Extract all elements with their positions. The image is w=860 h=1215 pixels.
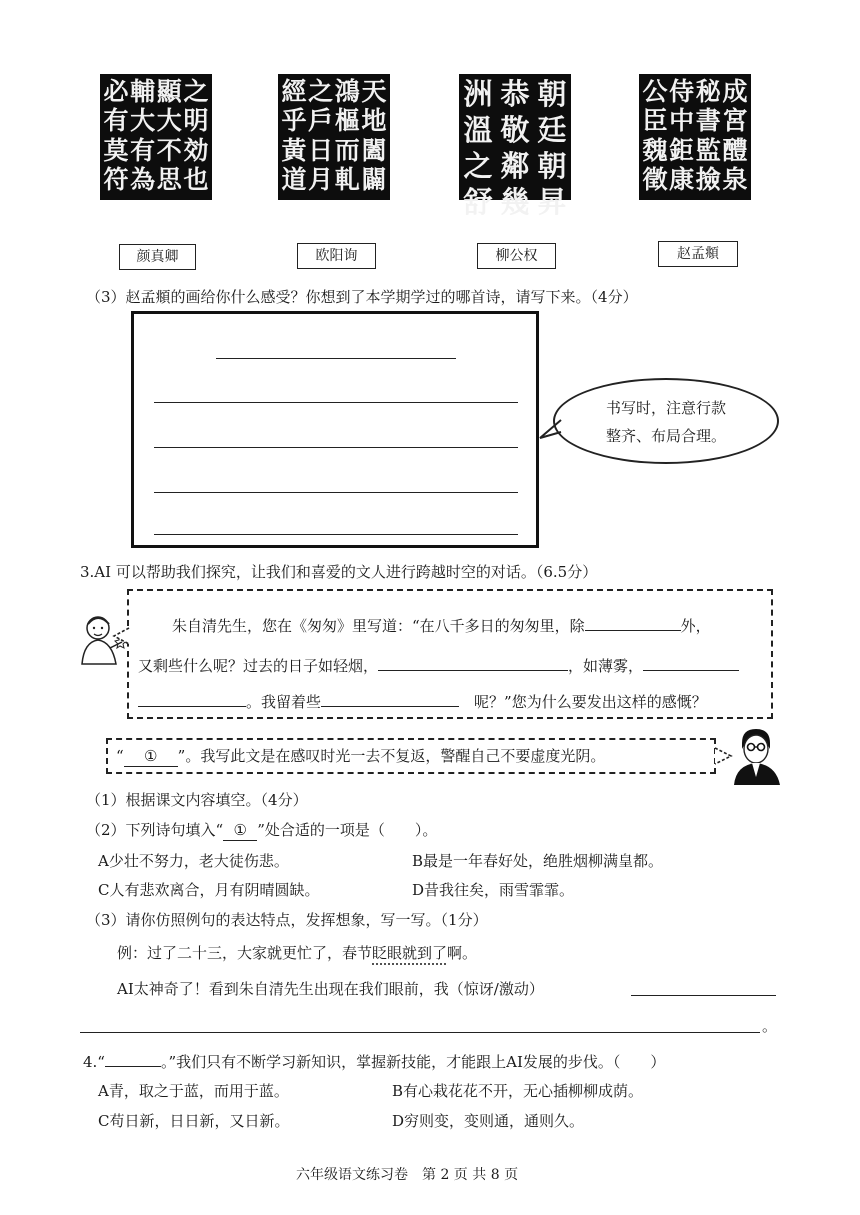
option-b[interactable]: B最是一年春好处，绝胜烟柳满皇都。 [412,852,664,870]
question-text: （2）下列诗句填入“ [86,821,224,839]
calligraphy-character: 月 [308,164,334,194]
question-text: ”处合适的一项是（ ）。 [257,821,438,839]
example-text: 啊。 [447,944,478,962]
calligraphy-character: 効 [183,135,209,165]
calligraphy-character: 宮 [722,106,748,136]
question-3-1: （1）根据课文内容填空。（4分） [86,791,308,809]
calligraphy-character: 也 [183,164,209,194]
bubble-text-line: 书写时，注意行款 [605,399,726,417]
writing-line[interactable] [154,447,518,448]
title-writing-line[interactable] [216,358,456,359]
calligraphy-character: 昇 [537,185,567,219]
fill-blank[interactable] [321,690,459,707]
example-emphasis: 眨眼就到了 [372,944,448,962]
example-text: 例：过了二十三，大家就更忙了，春节 [117,944,373,962]
calligraphy-character: 為 [130,164,156,194]
calligraphy-character: 之 [308,77,334,106]
calligraphy-column [498,76,532,219]
dialogue-line-3 [138,690,707,712]
calligraphy-character: 書 [695,106,721,136]
fill-blank[interactable] [631,995,776,996]
calligraphy-column [183,78,209,194]
calligraphy-character: 闔 [361,135,387,165]
calligraphy-character: 之 [183,77,209,106]
calligraphy-character: 廷 [537,113,567,147]
calligraphy-character: 地 [361,106,387,136]
calligraphy-character: 日 [308,135,334,165]
calligraphy-sample-3 [459,74,571,219]
calligraphy-column [461,76,495,219]
calligraphy-column [642,78,668,194]
writing-tip-bubble [553,378,779,464]
calligraphy-column [535,76,569,219]
calligraphy-character: 必 [103,77,129,106]
dialogue-text: 外， [680,617,711,635]
option-c[interactable]: C苟日新，日日新，又日新。 [98,1112,290,1130]
dialogue-text: 朱自清先生，您在《匆匆》里写道：“在八千多日的匆匆里，除 [172,617,585,635]
calligraphy-column [669,78,695,194]
calligraphy-character: 敬 [500,113,530,147]
dialogue-text: 又剩些什么呢？过去的日子如轻烟， [138,657,379,675]
calligraphy-character: 思 [156,164,182,194]
dialogue-text: 呢？”您为什么要发出这样的感慨？ [474,693,707,711]
calligraphy-character: 撿 [695,164,721,194]
calligraphy-column [130,78,156,194]
calligraphy-column [722,78,748,194]
fill-blank[interactable] [105,1050,161,1067]
calligraphy-character: 戶 [308,106,334,136]
calligraphy-character: 恭 [500,77,530,111]
writing-line[interactable] [154,492,518,493]
calligraphy-sample-2 [278,74,390,200]
calligraphy-character: 顯 [156,77,182,106]
ai-prompt-line: AI太神奇了！看到朱自清先生出现在我们眼前，我（惊讶/激动） [117,980,544,998]
calligraphy-character: 醴 [722,135,748,165]
calligrapher-name-box[interactable]: 赵孟頫 [658,241,738,267]
dialogue-text: 。我留着些 [246,693,322,711]
calligraphy-character: 康 [669,164,695,194]
reply-text [116,746,605,767]
calligraphy-character: 符 [103,164,129,194]
fill-blank[interactable] [138,690,246,707]
calligraphy-character: 侍 [669,77,695,106]
dialogue-text: ，如薄雾， [568,657,644,675]
question-2-3: （3）赵孟頫的画给你什么感受？你想到了本学期学过的哪首诗，请写下来。（4分） [86,288,638,306]
zhu-ziqing-portrait-icon [730,727,782,785]
calligraphy-character: 臣 [642,106,668,136]
calligraphy-character: 洲 [463,77,493,111]
option-c[interactable]: C人有悲欢离合，月有阴晴圆缺。 [98,881,320,899]
calligraphy-character: 中 [669,106,695,136]
calligraphy-character: 軋 [334,164,360,194]
calligraphy-character: 鉅 [669,135,695,165]
option-a[interactable]: A青，取之于蓝，而用于蓝。 [98,1082,289,1100]
calligraphy-character: 而 [334,135,360,165]
question-3-3: （3）请你仿照例句的表达特点，发挥想象，写一写。（1分） [86,911,488,929]
calligraphy-character: 樞 [334,106,360,136]
calligraphy-column [361,78,387,194]
calligraphy-character: 泉 [722,164,748,194]
calligraphy-sample-1 [100,74,212,200]
question-text: 4.“ [83,1053,105,1071]
question-text: 。”我们只有不断学习新知识，掌握新技能，才能跟上AI发展的步伐。（ ） [160,1053,666,1071]
calligraphy-column [281,78,307,194]
calligraphy-character: 朝 [537,149,567,183]
option-d[interactable]: D穷则变，变则通，通则久。 [392,1112,585,1130]
option-b[interactable]: B有心栽花花不开，无心插柳柳成荫。 [392,1082,644,1100]
calligraphy-character: 鴻 [334,77,360,106]
option-d[interactable]: D昔我往矣，雨雪霏霏。 [412,881,575,899]
calligraphy-character: 輔 [130,77,156,106]
calligraphy-character: 道 [281,164,307,194]
calligrapher-name-box[interactable]: 柳公权 [477,243,556,269]
blank-1[interactable]: ① [124,746,178,767]
calligrapher-name-box[interactable]: 欧阳询 [297,243,376,269]
calligraphy-character: 天 [361,77,387,106]
calligraphy-column [103,78,129,194]
calligraphy-character: 徵 [642,164,668,194]
bubble-text-line: 整齐、布局合理。 [605,427,726,445]
quote-mark: “ [116,747,124,765]
calligraphy-character: 之 [463,149,493,183]
calligraphy-character: 鄰 [500,149,530,183]
calligraphy-character: 有 [130,135,156,165]
calligraphy-character: 莫 [103,135,129,165]
calligraphy-character: 有 [103,106,129,136]
calligraphy-character: 舒 [463,185,493,219]
calligraphy-character: 成 [722,77,748,106]
writing-line[interactable] [80,1032,760,1033]
calligraphy-character: 魏 [642,135,668,165]
end-period: 。 [762,1017,778,1035]
calligraphy-character: 黃 [281,135,307,165]
calligraphy-column [156,78,182,194]
page-footer: 六年级语文练习卷 第 2 页 共 8 页 [296,1167,519,1183]
writing-line[interactable] [154,402,518,403]
calligraphy-character: 公 [642,77,668,106]
calligraphy-character: 明 [183,106,209,136]
answer-writing-box[interactable] [131,311,539,548]
writing-line[interactable] [154,534,518,535]
calligraphy-character: 朝 [537,77,567,111]
fill-blank[interactable] [378,654,568,671]
fill-blank[interactable] [643,654,739,671]
calligraphy-character: 大 [156,106,182,136]
example-sentence [117,943,477,963]
fill-blank[interactable] [585,614,681,631]
option-a[interactable]: A少壮不努力，老大徒伤悲。 [98,852,289,870]
calligraphy-character: 大 [130,106,156,136]
calligrapher-name-box[interactable]: 颜真卿 [119,244,196,270]
calligraphy-character: 闢 [361,164,387,194]
calligraphy-column [308,78,334,194]
calligraphy-character: 溫 [463,113,493,147]
calligraphy-sample-4 [639,74,751,200]
question-4 [83,1050,665,1072]
question-3-title: 3.AI 可以帮助我们探究，让我们和喜爱的文人进行跨越时空的对话。（6.5分） [80,563,598,581]
dialogue-pointer-icon [112,626,130,646]
calligraphy-character: 經 [281,77,307,106]
calligraphy-character: 乎 [281,106,307,136]
reply-sentence: ”。我写此文是在感叹时光一去不复返，警醒自己不要虚度光阴。 [177,747,606,765]
calligraphy-column [695,78,721,194]
dialogue-line-2 [138,654,739,676]
blank-marker: ① [223,820,257,841]
calligraphy-character: 不 [156,135,182,165]
calligraphy-character: 監 [695,135,721,165]
question-3-2 [86,820,437,841]
dialogue-line-1 [172,614,711,636]
calligraphy-character: 幾 [500,185,530,219]
calligraphy-character: 秘 [695,77,721,106]
calligraphy-column [334,78,360,194]
